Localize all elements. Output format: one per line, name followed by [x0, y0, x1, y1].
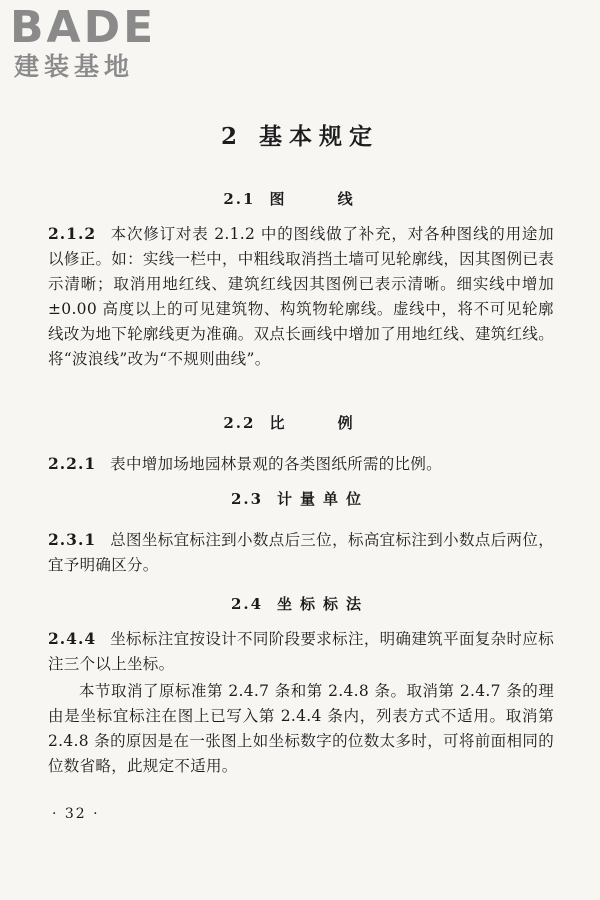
section-title: 图 线	[269, 190, 377, 208]
clause-text: 表中增加场地园林景观的各类图纸所需的比例。	[110, 455, 442, 473]
paragraph-text: 本节取消了原标准第 2.4.7 条和第 2.4.8 条。取消第 2.4.7 条的理由是坐标宜标注在图上已写入第 2.4.4 条内，列表方式不适用。取消第 2.4.8 条的原因是在一张图上如坐标数字的位数太多时，可将前面相同的位数省略，此规定不适用。	[48, 682, 554, 775]
clause-text: 本次修订对表 2.1.2 中的图线做了补充，对各种图线的用途加以修正。如：实线一栏中，中粗线取消挡土墙可见轮廓线，因其图例已表示清晰；取消用地红线、建筑红线因其图例已表示清晰。细实线中增加±0.00 高度以上的可见建筑物、构筑物轮廓线。虚线中，将不可见轮廓线改为地下轮廓线更为准确。双点长画线中增加了用地红线、建筑红线。将“波浪线”改为“不规则曲线”。	[48, 225, 554, 368]
clause-2-1-2	[48, 221, 554, 372]
clause-number: 2.1.2	[48, 224, 97, 243]
logo-chinese-text: 建装基地	[14, 52, 135, 81]
section-heading-2-3	[0, 488, 600, 509]
clause-number: 2.4.4	[48, 629, 97, 648]
clause-2-3-1	[48, 527, 554, 578]
clause-2-4-4	[48, 626, 554, 677]
section-number: 2.2	[223, 414, 256, 432]
page-number: · 32 ·	[52, 806, 100, 822]
section-title: 坐标标法	[277, 595, 370, 613]
section-heading-2-4	[0, 593, 600, 614]
section-heading-2-2	[0, 412, 600, 433]
section-title: 比 例	[269, 414, 377, 432]
explanation-paragraph	[48, 679, 554, 779]
logo-latin-text: BADE	[10, 2, 157, 53]
section-heading-2-1	[0, 188, 600, 209]
section-title: 计量单位	[277, 490, 370, 508]
chapter-title: 2 基本规定	[220, 123, 379, 150]
section-number: 2.3	[230, 490, 264, 508]
section-number: 2.4	[230, 595, 264, 613]
clause-2-2-1	[48, 451, 554, 477]
clause-text: 总图坐标宜标注到小数点后三位，标高宜标注到小数点后两位，宜予明确区分。	[48, 531, 554, 574]
clause-text: 坐标标注宜按设计不同阶段要求标注，明确建筑平面复杂时应标注三个以上坐标。	[48, 630, 554, 673]
clause-number: 2.3.1	[48, 530, 97, 549]
section-number: 2.1	[223, 190, 256, 208]
bade-logo	[10, 4, 175, 88]
clause-number: 2.2.1	[48, 454, 97, 473]
